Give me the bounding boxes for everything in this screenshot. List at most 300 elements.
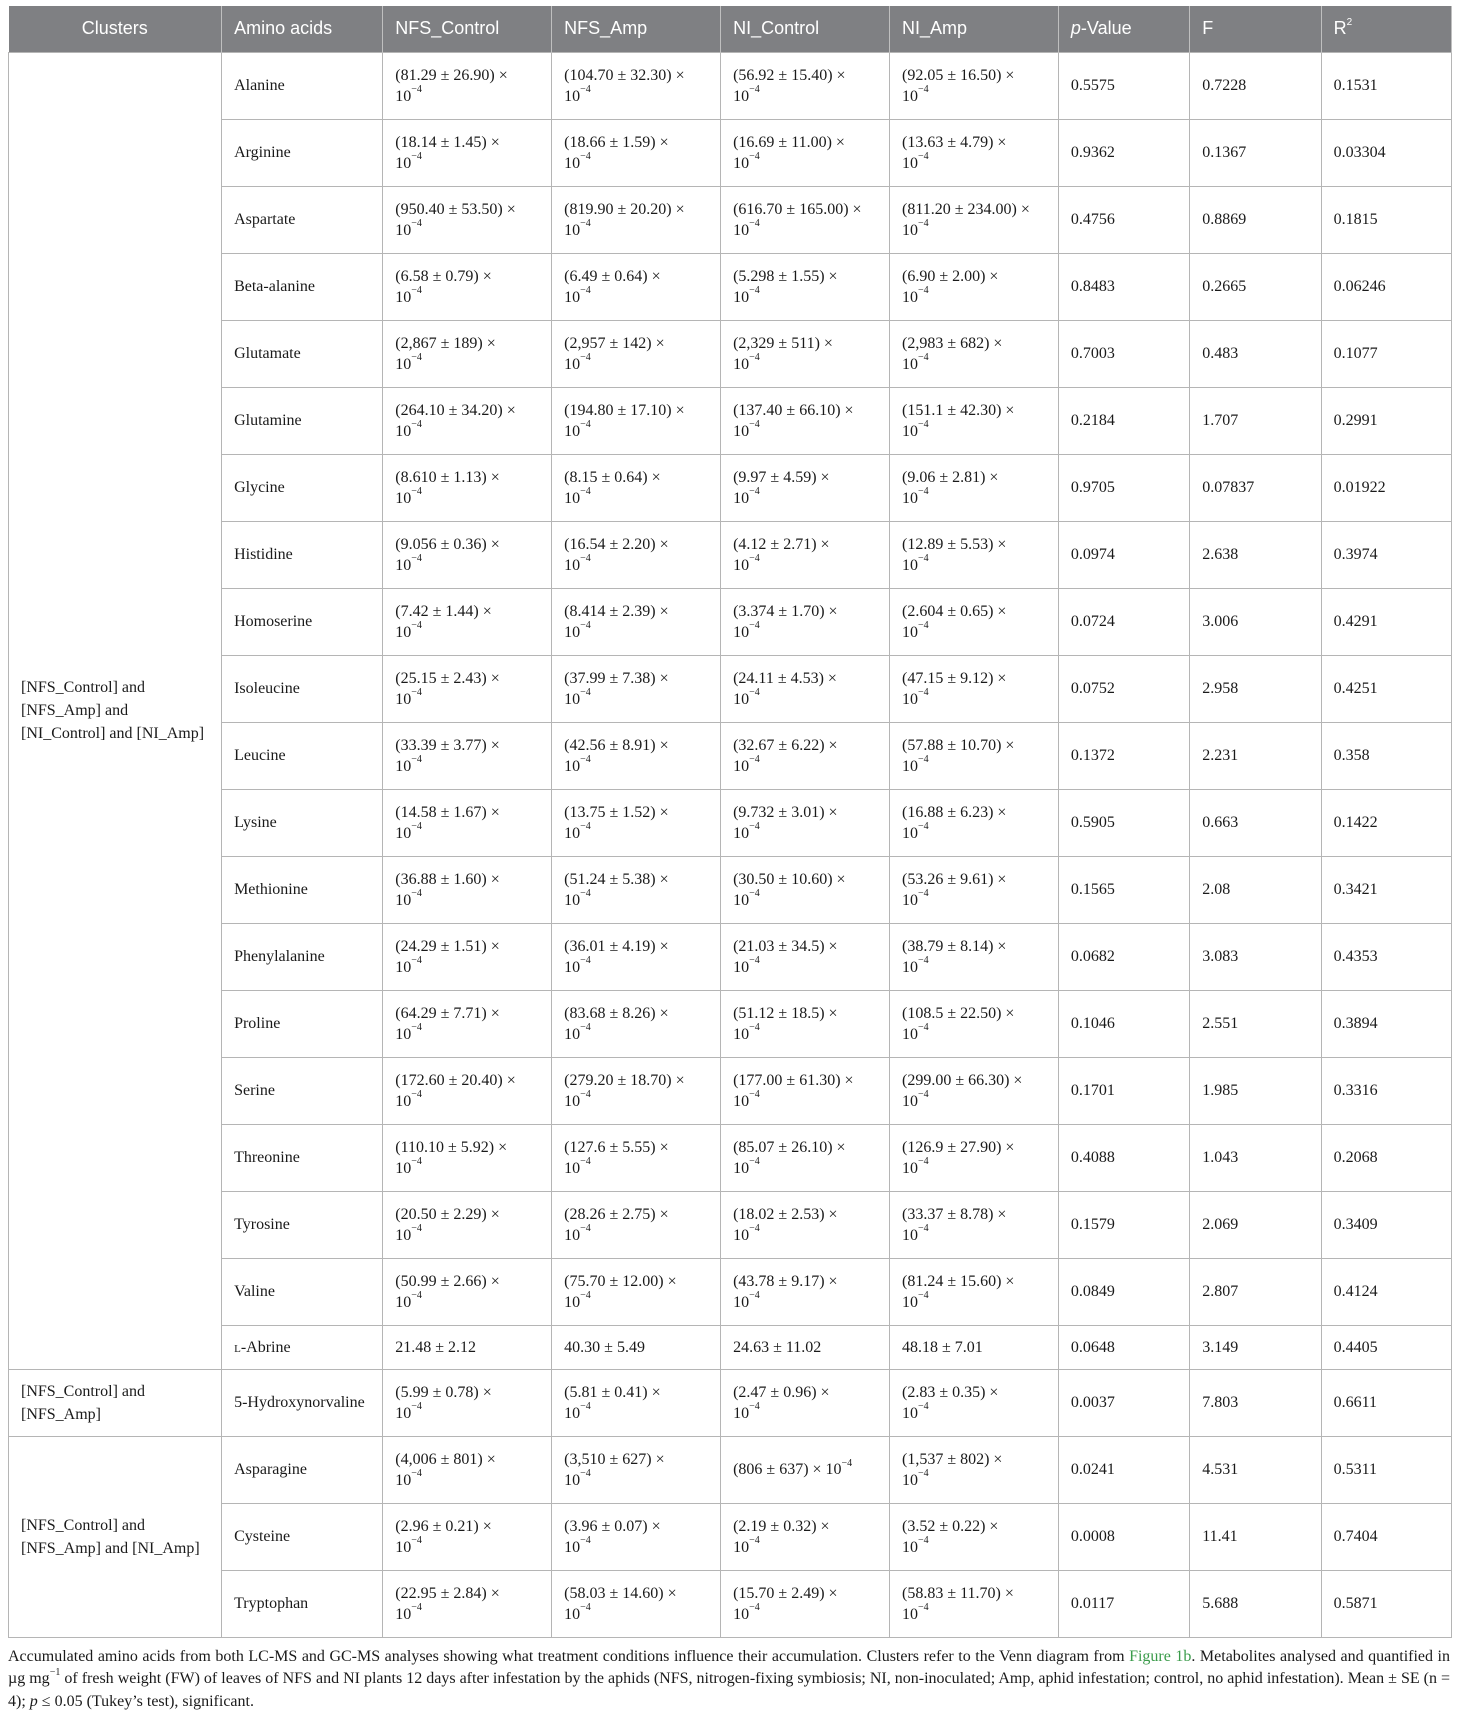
exp-base: 10: [733, 757, 750, 775]
exp-power: −4: [411, 84, 422, 96]
exp-power: −4: [580, 687, 591, 699]
value-cell-nfs-amp: [552, 1124, 721, 1191]
value-exponent: [564, 421, 708, 442]
p-value-cell: [1058, 789, 1189, 856]
value-text: (2.604 ± 0.65) ×: [901, 602, 1007, 620]
f-cell: [1190, 1057, 1321, 1124]
r2-cell: [1321, 1191, 1451, 1258]
exp-base: 10: [901, 824, 918, 842]
value-text: (58.83 ± 11.70) ×: [901, 1584, 1014, 1602]
value-cell-nfs-amp: [552, 387, 721, 454]
value-exponent: [902, 1470, 1046, 1491]
value-text: (950.40 ± 53.50) ×: [395, 200, 516, 218]
value-exponent: [902, 354, 1046, 375]
value-text: (127.6 ± 5.55) ×: [564, 1138, 669, 1156]
value-text: (42.56 ± 8.91) ×: [564, 736, 669, 754]
value-exponent: [733, 1024, 877, 1045]
exp-base: 10: [564, 891, 581, 909]
value-cell-ni-amp: [889, 856, 1058, 923]
exp-power: −4: [580, 754, 591, 766]
value-exponent: [564, 1470, 708, 1491]
amino-acid-cell: [222, 1124, 383, 1191]
amino-name: Tryptophan: [234, 1595, 309, 1612]
r2-value: 0.1531: [1333, 77, 1378, 94]
value-exponent: [564, 756, 708, 777]
exp-power: −4: [749, 285, 760, 297]
header-r2-sup: 2: [1346, 17, 1353, 29]
table-row: [9, 722, 1452, 789]
value-cell-nfs-control: [383, 1570, 552, 1637]
value-exponent: [902, 1024, 1046, 1045]
f-value: 0.483: [1202, 345, 1239, 362]
value-text: (819.90 ± 20.20) ×: [564, 200, 685, 218]
header-r2: [1321, 6, 1451, 52]
p-value: 0.2184: [1070, 412, 1115, 429]
exp-base: 10: [901, 1605, 918, 1623]
value-text: (2,983 ± 682) ×: [901, 334, 1003, 352]
table-row: [9, 990, 1452, 1057]
value-text: (53.26 ± 9.61) ×: [901, 870, 1007, 888]
exp-power: −4: [917, 1290, 929, 1302]
r2-value: 0.5871: [1333, 1595, 1378, 1612]
r2-cell: [1321, 655, 1451, 722]
p-value: 0.0849: [1070, 1283, 1115, 1300]
value-text: 48.18 ± 7.01: [901, 1338, 983, 1356]
r2-cell: [1321, 320, 1451, 387]
caption-sup: −1: [49, 1666, 61, 1678]
p-value-cell: [1058, 1258, 1189, 1325]
value-text: (2,329 ± 511) ×: [733, 334, 833, 352]
value-text: (51.12 ± 18.5) ×: [733, 1004, 838, 1022]
exp-base: 10: [901, 623, 918, 641]
value-exponent: [395, 153, 539, 174]
amino-acid-cell: [222, 655, 383, 722]
exp-base: 10: [825, 1461, 842, 1478]
exp-base: 10: [733, 87, 750, 105]
table-row: [9, 1191, 1452, 1258]
value-cell-nfs-control: [383, 1436, 552, 1503]
exp-power: −4: [411, 1089, 422, 1101]
value-exponent: [395, 354, 539, 375]
value-cell-nfs-control: [383, 1503, 552, 1570]
value-text: (5.81 ± 0.41) ×: [564, 1383, 661, 1401]
value-text: (24.11 ± 4.53) ×: [733, 669, 837, 687]
value-exponent: [564, 153, 708, 174]
p-value-cell: [1058, 186, 1189, 253]
p-value-cell: [1058, 1503, 1189, 1570]
exp-power: −4: [917, 1022, 929, 1034]
value-text: (3,510 ± 627) ×: [564, 1450, 665, 1468]
value-cell-nfs-amp: [552, 253, 721, 320]
value-exponent: [733, 823, 877, 844]
value-cell-nfs-control: [383, 1325, 552, 1369]
amino-name: Homoserine: [234, 613, 313, 630]
p-value-cell: [1058, 1369, 1189, 1436]
p-value: 0.0724: [1070, 613, 1115, 630]
value-cell-ni-amp: [889, 1191, 1058, 1258]
exp-base: 10: [564, 154, 581, 172]
value-exponent: [564, 1537, 708, 1558]
value-exponent: [395, 421, 539, 442]
value-cell-ni-amp: [889, 521, 1058, 588]
f-value: 2.231: [1202, 747, 1239, 764]
cluster-cell: [9, 1369, 222, 1436]
exp-power: −4: [749, 419, 760, 431]
value-text: (9.732 ± 3.01) ×: [733, 803, 838, 821]
exp-base: 10: [733, 422, 750, 440]
exp-power: −4: [411, 1401, 422, 1413]
value-cell-ni-control: [721, 521, 890, 588]
value-cell-ni-control: [721, 1057, 890, 1124]
value-exponent: [395, 1292, 539, 1313]
value-cell-ni-control: [721, 119, 890, 186]
value-text: (15.70 ± 2.49) ×: [733, 1584, 838, 1602]
exp-base: 10: [564, 824, 581, 842]
exp-power: −4: [411, 419, 422, 431]
f-cell: [1190, 1124, 1321, 1191]
value-text: (16.69 ± 11.00) ×: [733, 133, 845, 151]
r2-cell: [1321, 454, 1451, 521]
p-value: 0.1372: [1070, 747, 1115, 764]
value-text: (75.70 ± 12.00) ×: [564, 1272, 677, 1290]
table-row: [9, 320, 1452, 387]
header-ni-amp: NI_Amp: [889, 6, 1058, 52]
f-cell: [1190, 454, 1321, 521]
exp-power: −4: [917, 1602, 929, 1614]
value-cell-nfs-control: [383, 320, 552, 387]
value-text: (2.47 ± 0.96) ×: [733, 1383, 830, 1401]
amino-acid-cell: [222, 1325, 383, 1369]
value-exponent: [733, 1292, 877, 1313]
value-exponent: [733, 220, 877, 241]
exp-base: 10: [564, 355, 581, 373]
amino-name: Valine: [234, 1283, 275, 1300]
table-row: [9, 119, 1452, 186]
value-exponent: [902, 1158, 1046, 1179]
p-value: 0.5905: [1070, 814, 1115, 831]
f-value: 7.803: [1202, 1394, 1239, 1411]
value-cell-ni-amp: [889, 655, 1058, 722]
exp-base: 10: [901, 1025, 918, 1043]
value-text: (81.29 ± 26.90) ×: [395, 66, 508, 84]
value-exponent: [733, 1403, 877, 1424]
exp-base: 10: [564, 757, 581, 775]
value-cell-ni-control: [721, 387, 890, 454]
amino-name: 5-Hydroxynorvaline: [234, 1394, 365, 1411]
exp-power: −4: [917, 1156, 929, 1168]
value-text: (85.07 ± 26.10) ×: [733, 1138, 846, 1156]
amino-acid-cell: [222, 1436, 383, 1503]
caption-p-italic: p: [29, 1692, 38, 1710]
header-p-italic: p: [1070, 18, 1081, 39]
p-value: 0.0117: [1070, 1595, 1115, 1612]
r2-value: 0.2991: [1333, 412, 1378, 429]
f-cell: [1190, 856, 1321, 923]
value-cell-ni-amp: [889, 320, 1058, 387]
exp-base: 10: [733, 489, 750, 507]
header-r2-base: R: [1333, 18, 1347, 39]
value-cell-ni-amp: [889, 1124, 1058, 1191]
exp-power: −4: [917, 1089, 929, 1101]
value-cell-ni-amp: [889, 990, 1058, 1057]
value-exponent: [564, 1225, 708, 1246]
value-text: (299.00 ± 66.30) ×: [901, 1071, 1023, 1089]
value-cell-nfs-amp: [552, 454, 721, 521]
exp-power: −4: [580, 151, 591, 163]
amino-name: Isoleucine: [234, 680, 300, 697]
value-text: (18.66 ± 1.59) ×: [564, 133, 669, 151]
value-text: (20.50 ± 2.29) ×: [395, 1205, 500, 1223]
p-value-cell: [1058, 119, 1189, 186]
table-row: [9, 1369, 1452, 1436]
exp-power: −4: [749, 754, 760, 766]
f-value: 0.8869: [1202, 211, 1247, 228]
value-cell-ni-control: [721, 789, 890, 856]
amino-name: Aspartate: [234, 211, 296, 228]
exp-base: 10: [395, 221, 412, 239]
exp-power: −4: [917, 1468, 929, 1480]
value-cell-nfs-control: [383, 521, 552, 588]
p-value-cell: [1058, 387, 1189, 454]
p-value-cell: [1058, 1124, 1189, 1191]
value-exponent: [902, 287, 1046, 308]
f-value: 5.688: [1202, 1595, 1239, 1612]
exp-power: −4: [917, 1535, 929, 1547]
value-text: (3.52 ± 0.22) ×: [901, 1517, 999, 1535]
f-cell: [1190, 186, 1321, 253]
value-text: (811.20 ± 234.00) ×: [901, 200, 1030, 218]
amino-acid-cell: [222, 1570, 383, 1637]
f-value: 2.807: [1202, 1283, 1239, 1300]
table-row: [9, 789, 1452, 856]
value-cell-ni-amp: [889, 1258, 1058, 1325]
value-text: (7.42 ± 1.44) ×: [395, 602, 492, 620]
exp-base: 10: [733, 1092, 750, 1110]
table-row: [9, 253, 1452, 320]
exp-base: 10: [395, 824, 412, 842]
f-cell: [1190, 722, 1321, 789]
value-text: (2.19 ± 0.32) ×: [733, 1517, 830, 1535]
value-cell-ni-amp: [889, 52, 1058, 119]
value-exponent: [564, 622, 708, 643]
value-text: (92.05 ± 16.50) ×: [901, 66, 1015, 84]
f-cell: [1190, 789, 1321, 856]
value-text: (177.00 ± 61.30) ×: [733, 1071, 854, 1089]
exp-power: −4: [917, 1223, 929, 1235]
amino-acid-cell: [222, 454, 383, 521]
exp-power: −4: [411, 553, 422, 565]
value-cell-ni-control: [721, 588, 890, 655]
exp-base: 10: [395, 1226, 412, 1244]
value-cell-nfs-amp: [552, 923, 721, 990]
value-exponent: [395, 1158, 539, 1179]
value-cell-nfs-control: [383, 990, 552, 1057]
exp-base: 10: [395, 690, 412, 708]
exp-base: 10: [733, 690, 750, 708]
value-exponent: [395, 1537, 539, 1558]
value-text: (104.70 ± 32.30) ×: [564, 66, 685, 84]
header-nfs-control: NFS_Control: [383, 6, 552, 52]
exp-base: 10: [395, 87, 412, 105]
value-text: (194.80 ± 17.10) ×: [564, 401, 685, 419]
value-exponent: [395, 957, 539, 978]
value-text: (2.83 ± 0.35) ×: [901, 1383, 999, 1401]
exp-base: 10: [733, 556, 750, 574]
p-value-cell: [1058, 1325, 1189, 1369]
f-cell: [1190, 387, 1321, 454]
figure-link[interactable]: Figure 1b: [1129, 1647, 1192, 1665]
amino-acid-cell: [222, 186, 383, 253]
exp-base: 10: [395, 623, 412, 641]
exp-power: −4: [580, 1223, 591, 1235]
p-value: 0.0974: [1070, 546, 1115, 563]
table-row: [9, 186, 1452, 253]
exp-power: −4: [749, 1602, 760, 1614]
table-caption: [8, 1646, 1452, 1714]
r2-value: 0.7404: [1333, 1528, 1378, 1545]
caption-part2: . Metabolites analysed and quantified in µg mg: [8, 1647, 1450, 1687]
exp-power: −4: [917, 285, 929, 297]
exp-power: −4: [411, 754, 422, 766]
value-exponent: [902, 1403, 1046, 1424]
amino-acid-table: [8, 6, 1452, 1638]
value-text: (47.15 ± 9.12) ×: [901, 669, 1007, 687]
value-cell-nfs-control: [383, 1191, 552, 1258]
exp-power: −4: [749, 1535, 760, 1547]
amino-name: Arginine: [234, 144, 291, 161]
exp-power: −4: [917, 218, 929, 230]
exp-base: 10: [901, 1226, 918, 1244]
r2-cell: [1321, 1124, 1451, 1191]
value-cell-ni-amp: [889, 454, 1058, 521]
exp-power: −4: [749, 1156, 760, 1168]
value-text: (16.54 ± 2.20) ×: [564, 535, 669, 553]
f-value: 1.707: [1202, 412, 1239, 429]
exp-power: −4: [580, 1156, 591, 1168]
value-exponent: [395, 622, 539, 643]
p-value-cell: [1058, 320, 1189, 387]
value-exponent: [564, 1403, 708, 1424]
value-cell-nfs-control: [383, 789, 552, 856]
value-text: (8.414 ± 2.39) ×: [564, 602, 669, 620]
f-cell: [1190, 119, 1321, 186]
r2-value: 0.4291: [1333, 613, 1378, 630]
amino-name: Phenylalanine: [234, 948, 325, 965]
exp-base: 10: [564, 1159, 581, 1177]
value-exponent: [564, 555, 708, 576]
exp-base: 10: [564, 288, 581, 306]
value-cell-nfs-amp: [552, 1570, 721, 1637]
table-row: [9, 588, 1452, 655]
table-row: [9, 655, 1452, 722]
value-exponent: [564, 354, 708, 375]
value-exponent: [902, 1091, 1046, 1112]
amino-acid-cell: [222, 588, 383, 655]
p-value: 0.0648: [1070, 1338, 1115, 1356]
value-cell-ni-control: [721, 990, 890, 1057]
r2-cell: [1321, 52, 1451, 119]
value-text: (14.58 ± 1.67) ×: [395, 803, 500, 821]
value-text: (8.15 ± 0.64) ×: [564, 468, 661, 486]
value-text: 21.48 ± 2.12: [395, 1338, 477, 1356]
value-cell-ni-control: [721, 1258, 890, 1325]
value-text: (36.01 ± 4.19) ×: [564, 937, 669, 955]
value-cell-nfs-control: [383, 387, 552, 454]
table-row: [9, 1057, 1452, 1124]
value-cell-ni-amp: [889, 387, 1058, 454]
exp-power: −4: [917, 486, 929, 498]
exp-base: 10: [564, 1404, 581, 1422]
exp-power: −4: [749, 888, 760, 900]
value-cell-nfs-control: [383, 856, 552, 923]
value-cell-ni-control: [721, 1436, 890, 1503]
exp-base: 10: [733, 891, 750, 909]
exp-base: 10: [733, 288, 750, 306]
exp-base: 10: [564, 1226, 581, 1244]
r2-cell: [1321, 1570, 1451, 1637]
value-cell-nfs-control: [383, 588, 552, 655]
value-text: (279.20 ± 18.70) ×: [564, 1071, 685, 1089]
value-cell-nfs-amp: [552, 186, 721, 253]
f-value: 2.08: [1202, 881, 1231, 898]
value-exponent: [733, 421, 877, 442]
exp-base: 10: [395, 757, 412, 775]
exp-power: −4: [917, 620, 929, 632]
value-text: (25.15 ± 2.43) ×: [395, 669, 500, 687]
r2-value: 0.6611: [1333, 1394, 1378, 1411]
value-cell-nfs-control: [383, 253, 552, 320]
p-value: 0.9705: [1070, 479, 1115, 496]
exp-base: 10: [395, 355, 412, 373]
p-value-cell: [1058, 1057, 1189, 1124]
value-exponent: [733, 622, 877, 643]
p-value-cell: [1058, 1436, 1189, 1503]
value-cell-nfs-amp: [552, 722, 721, 789]
value-exponent: [733, 1091, 877, 1112]
value-exponent: [395, 220, 539, 241]
amino-acid-cell: [222, 253, 383, 320]
value-exponent: [902, 220, 1046, 241]
exp-power: −4: [917, 754, 929, 766]
value-exponent: [395, 756, 539, 777]
exp-power: −4: [411, 352, 422, 364]
r2-cell: [1321, 186, 1451, 253]
r2-cell: [1321, 722, 1451, 789]
p-value-cell: [1058, 923, 1189, 990]
exp-power: −4: [411, 486, 422, 498]
exp-base: 10: [564, 221, 581, 239]
exp-power: −4: [749, 1022, 760, 1034]
header-amino-acids: Amino acids: [222, 6, 383, 52]
exp-power: −4: [749, 1401, 760, 1413]
p-value-cell: [1058, 856, 1189, 923]
value-cell-ni-amp: [889, 253, 1058, 320]
exp-power: −4: [580, 218, 591, 230]
value-cell-nfs-amp: [552, 588, 721, 655]
value-exponent: [564, 890, 708, 911]
value-text: (12.89 ± 5.53) ×: [901, 535, 1007, 553]
p-value-cell: [1058, 521, 1189, 588]
value-cell-ni-control: [721, 454, 890, 521]
value-text: (51.24 ± 5.38) ×: [564, 870, 669, 888]
f-value: 2.638: [1202, 546, 1239, 563]
amino-name: Threonine: [234, 1149, 300, 1166]
exp-base: 10: [564, 87, 581, 105]
exp-base: 10: [564, 489, 581, 507]
amino-acid-cell: [222, 1191, 383, 1258]
p-value: 0.0008: [1070, 1528, 1115, 1545]
value-exponent: [733, 1604, 877, 1625]
